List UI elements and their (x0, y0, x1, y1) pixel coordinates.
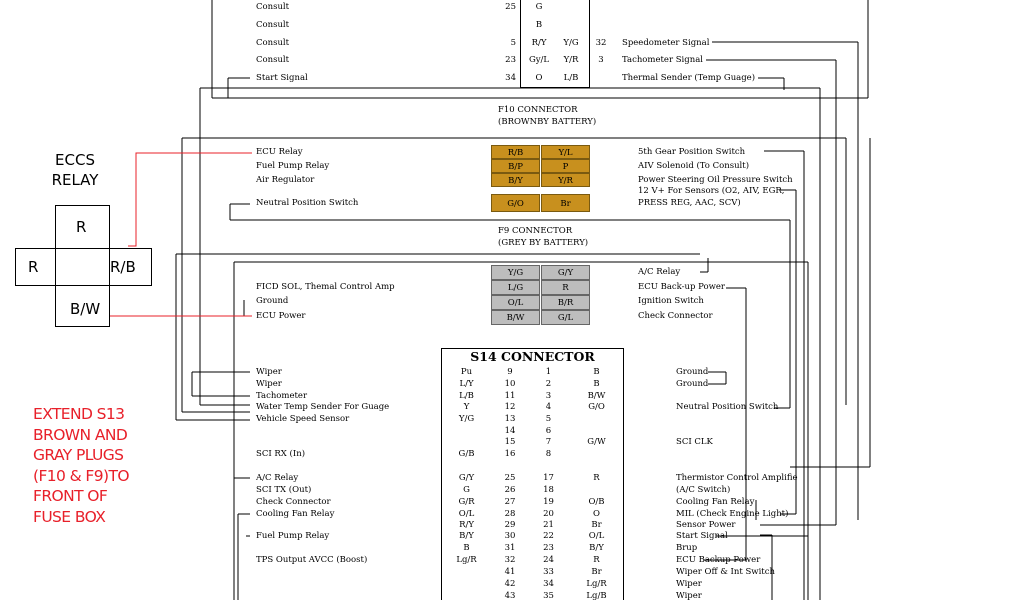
f10-pin-cell: P (541, 159, 590, 173)
s14-cell: 42 (504, 579, 516, 589)
s14-left-label: Wiper (256, 379, 282, 389)
top-pin-number: 34 (505, 73, 516, 83)
f9-header (498, 225, 588, 249)
s14-right-label: Start Signal (676, 531, 728, 541)
s14-cell: 11 (504, 391, 516, 401)
s14-cell: 31 (504, 543, 516, 553)
top-right-label: Tachometer Signal (622, 55, 703, 65)
relay-title-line2: RELAY (51, 171, 99, 189)
s14-cell: Pu (460, 367, 473, 377)
s14-cell: 10 (504, 379, 516, 389)
s14-cell: 21 (543, 520, 554, 530)
s14-right-label: Wiper (676, 591, 702, 600)
s14-left-label: A/C Relay (256, 473, 299, 483)
s14-cell: Y/G (458, 414, 475, 424)
s14-cell: 24 (543, 555, 554, 565)
s14-cell: 43 (504, 591, 516, 600)
f10-left-label: ECU Relay (256, 147, 303, 157)
top-pin-color-a: B (535, 20, 543, 30)
s14-cell: Br (591, 567, 602, 577)
f9-left-label: FICD SOL, Themal Control Amp (256, 282, 395, 292)
s14-left-label: SCI RX (In) (256, 449, 306, 459)
f10-header-title: F10 CONNECTOR (498, 105, 578, 115)
s14-cell: 18 (543, 485, 554, 495)
s14-cell: 28 (504, 509, 516, 519)
s14-cell: 20 (543, 509, 554, 519)
s14-cell: B (593, 379, 600, 389)
s14-cell: O (593, 509, 600, 519)
s14-cell: 32 (504, 555, 516, 565)
s14-cell: B (593, 367, 600, 377)
s14-cell: O/B (588, 497, 605, 507)
s14-right-label: MIL (Check Engine Light) (676, 509, 789, 519)
s14-cell: 34 (543, 579, 554, 589)
top-pin-color-a: O (535, 73, 543, 83)
s14-left-label: TPS Output AVCC (Boost) (256, 555, 368, 565)
s14-cell: 22 (543, 531, 554, 541)
f9-pin-cell: G/L (541, 310, 590, 325)
s14-cell: B (463, 543, 470, 553)
s14-cell: O/L (458, 509, 475, 519)
s14-right-label: ECU Backup Power (676, 555, 761, 565)
f10-pin-cell: Y/R (541, 173, 590, 187)
s14-cell: Lg/R (586, 579, 607, 589)
note-line: EXTEND S13 (33, 405, 125, 423)
s14-cell: 19 (543, 497, 554, 507)
f10-left-label: Air Regulator (256, 175, 315, 185)
f10-right-label: PRESS REG, AAC, SCV) (638, 198, 741, 208)
f10-pin-cell: Y/L (541, 145, 590, 159)
s14-cell: 2 (545, 379, 552, 389)
f10-right-label: Power Steering Oil Pressure Switch (638, 175, 793, 185)
note-line: (F10 & F9)TO (33, 466, 129, 485)
f9-pin-cell: O/L (491, 295, 540, 310)
top-left-label: Start Signal (256, 73, 308, 83)
s14-left-label: Vehicle Speed Sensor (256, 414, 350, 424)
s14-right-label: Cooling Fan Relay (676, 497, 755, 507)
note-line: BROWN AND (33, 425, 128, 444)
f9-left-label: Ground (256, 296, 289, 306)
relay-title (44, 150, 106, 190)
top-pin-color-a: G (535, 2, 543, 12)
relay-pin-top-label: R (76, 218, 87, 236)
f10-right-label: 12 V+ For Sensors (O2, AIV, EGR, (638, 186, 785, 196)
s14-right-label: Brup (676, 543, 698, 553)
extend-note (33, 404, 129, 527)
f9-right-label: Check Connector (638, 311, 713, 321)
s14-cell: 15 (504, 437, 516, 447)
s14-cell: 8 (545, 449, 552, 459)
s14-cell: O/L (588, 531, 605, 541)
top-pin-number-right: 32 (595, 38, 607, 48)
top-pin-number: 23 (505, 55, 516, 65)
s14-cell: 23 (543, 543, 554, 553)
s14-cell: 33 (543, 567, 554, 577)
s14-cell: 6 (545, 426, 552, 436)
s14-right-label: Neutral Position Switch (676, 402, 779, 412)
s14-cell: G (463, 485, 470, 495)
relay-pin-left-label: R (28, 258, 39, 276)
f9-pin-cell: G/Y (541, 265, 590, 280)
f10-pin-cell: G/O (491, 194, 540, 212)
s14-right-label: (A/C Switch) (676, 485, 731, 495)
s14-cell: 7 (545, 437, 552, 447)
s14-right-label: Sensor Power (676, 520, 736, 530)
relay-pin-right-label: R/B (110, 258, 136, 276)
f10-pin-cell: Br (541, 194, 590, 212)
s14-cell: R (593, 555, 600, 565)
f10-header (498, 104, 596, 128)
f9-pin-cell: Y/G (491, 265, 540, 280)
s14-cell: 5 (545, 414, 552, 424)
f9-pin-cell: R (541, 280, 590, 295)
s14-cell: 35 (543, 591, 554, 600)
s14-cell: G/W (587, 437, 606, 447)
s14-cell: 41 (504, 567, 516, 577)
note-line: FUSE BOX (33, 507, 106, 526)
top-left-label: Consult (256, 38, 290, 48)
s14-right-label: Wiper (676, 579, 702, 589)
s14-cell: G/B (458, 449, 475, 459)
f9-pin-cell: B/W (491, 310, 540, 325)
s14-cell: 9 (507, 367, 513, 377)
note-line: GRAY PLUGS (33, 446, 124, 464)
s14-cell: 13 (504, 414, 516, 424)
s14-cell: B/Y (589, 543, 604, 553)
top-pin-number: 5 (510, 38, 516, 48)
f9-header-title: F9 CONNECTOR (498, 226, 573, 236)
s14-left-label: Tachometer (256, 391, 308, 401)
s14-cell: B/Y (459, 531, 474, 541)
f10-right-label: 5th Gear Position Switch (638, 147, 746, 157)
s14-cell: R/Y (459, 520, 474, 530)
s14-cell: L/B (459, 391, 474, 401)
f9-right-label: Ignition Switch (638, 296, 704, 306)
f9-right-label: A/C Relay (638, 267, 681, 277)
f9-pin-cell: B/R (541, 295, 590, 310)
s14-cell: 29 (504, 520, 516, 530)
s14-cell: 25 (504, 473, 516, 483)
f9-pin-cell: L/G (491, 280, 540, 295)
s14-right-label: Ground (676, 367, 709, 377)
f10-left-label: Fuel Pump Relay (256, 161, 330, 171)
f9-header-subtitle: (GREY BY BATTERY) (498, 238, 589, 248)
s14-cell: L/Y (459, 379, 474, 389)
s14-cell: G/Y (458, 473, 475, 483)
s14-cell: 4 (545, 402, 552, 412)
s14-right-label: Thermistor Control Amplifie (676, 473, 798, 483)
top-left-label: Consult (256, 2, 290, 12)
s14-cell: G/R (458, 497, 475, 507)
f10-left-label: Neutral Position Switch (256, 198, 359, 208)
f10-pin-cell: R/B (491, 145, 540, 159)
s14-cell: Y (463, 402, 470, 412)
top-pin-color-b: Y/G (563, 38, 579, 48)
top-left-label: Consult (256, 20, 290, 30)
top-pin-color-b: Y/R (563, 55, 579, 65)
s14-cell: 26 (504, 485, 516, 495)
top-pin-color-a: R/Y (531, 38, 547, 48)
f9-left-label: ECU Power (256, 311, 306, 321)
s14-cell: 1 (545, 367, 552, 377)
s14-cell: Lg/R (456, 555, 477, 565)
s14-left-label: Cooling Fan Relay (256, 509, 335, 519)
top-right-label: Speedometer Signal (622, 38, 710, 48)
note-line: FRONT OF (33, 487, 108, 505)
s14-cell: G/O (588, 402, 605, 412)
relay-title-line1: ECCS (55, 151, 95, 169)
f9-right-label: ECU Back-up Power (638, 282, 726, 292)
s14-cell: Lg/B (586, 591, 607, 600)
top-pin-color-b: L/B (563, 73, 579, 83)
top-left-label: Consult (256, 55, 290, 65)
s14-cell: 17 (543, 473, 554, 483)
f10-pin-cell: B/P (491, 159, 540, 173)
s14-cell: 16 (504, 449, 516, 459)
s14-cell: 30 (504, 531, 516, 541)
s14-right-label: Ground (676, 379, 709, 389)
f10-right-label: AIV Solenoid (To Consult) (638, 161, 750, 171)
s14-cell: 14 (504, 426, 516, 436)
s14-left-label: Fuel Pump Relay (256, 531, 330, 541)
s14-left-label: Water Temp Sender For Guage (256, 402, 390, 412)
s14-right-label: SCI CLK (676, 437, 713, 447)
f10-pin-cell: B/Y (491, 173, 540, 187)
s14-cell: 3 (545, 391, 552, 401)
s14-cell: Br (591, 520, 602, 530)
top-pin-number-right: 3 (598, 55, 604, 65)
s14-cell: 12 (504, 402, 516, 412)
s14-cell: 27 (504, 497, 516, 507)
f10-header-subtitle: (BROWNBY BATTERY) (498, 117, 597, 127)
s14-cell: B/W (587, 391, 606, 401)
s14-right-label: Wiper Off & Int Switch (676, 567, 775, 577)
s14-left-label: Check Connector (256, 497, 331, 507)
s14-left-label: Wiper (256, 367, 282, 377)
relay-pin-bottom-label: B/W (70, 300, 101, 318)
s14-left-label: SCI TX (Out) (256, 485, 312, 495)
s14-title: S14 CONNECTOR (470, 349, 595, 364)
top-pin-color-a: Gy/L (528, 55, 550, 65)
top-pin-number: 25 (505, 2, 516, 12)
top-right-label: Thermal Sender (Temp Guage) (622, 73, 756, 83)
s14-cell: R (593, 473, 600, 483)
